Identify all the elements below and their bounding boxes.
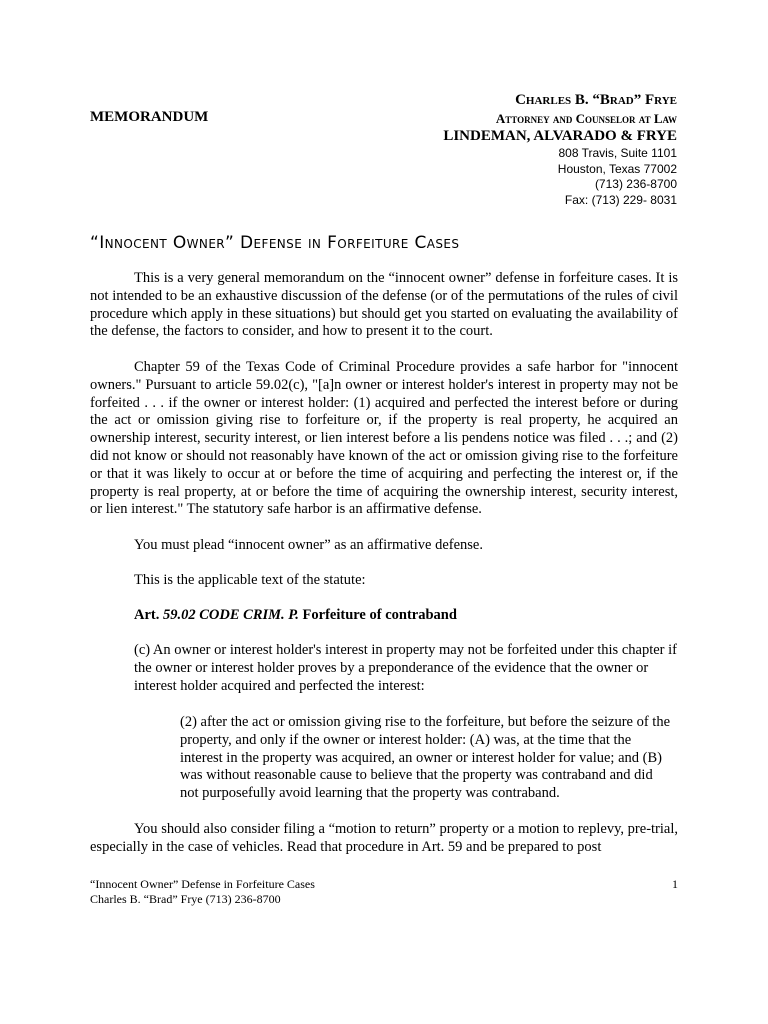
footer-title: “Innocent Owner” Defense in Forfeiture Cases — [90, 877, 315, 891]
author-name: Charles B. “Brad” Frye — [515, 92, 677, 108]
statute-quote-2: (2) after the act or omission giving rise to the forfeiture, but before the seizure of the property, and only if the owner or interest holder: (A) was, at the time that the interest in the property was acquired, an owner or interest holder for value; and (B) was without reasonable cause to believe that the property was contraband and did not purposefully avoid learning that the property was contraband. — [180, 714, 671, 802]
fax-number: Fax: (713) 229- 8031 — [564, 192, 677, 207]
memorandum-label: MEMORANDUM — [90, 109, 209, 125]
address-line-1: 808 Travis, Suite 1101 — [558, 146, 677, 160]
article-suffix: Forfeiture of contraband — [298, 607, 457, 623]
letterhead — [443, 91, 677, 208]
phone-number: (713) 236-8700 — [594, 177, 677, 191]
intro-paragraph: This is a very general memorandum on the “innocent owner” defense in forfeiture cases. It is not intended to be an exhaustive discussion of the defense (or of the permutations of the rules of civil procedure which apply in these situations) but should get you started on evaluating the availability of the defense, the factors to consider, and how to present it to the court. — [90, 270, 678, 340]
author-title: Attorney and Counselor at Law — [495, 111, 677, 126]
statute-intro-paragraph: This is the applicable text of the statute: — [134, 572, 366, 588]
page-number: 1 — [672, 877, 678, 891]
document-title: “Innocent Owner” Defense in Forfeiture Cases — [90, 233, 460, 253]
article-prefix: Art. — [134, 607, 163, 623]
chapter-59-paragraph: Chapter 59 of the Texas Code of Criminal Procedure provides a safe harbor for "innocent owners." Pursuant to article 59.02(c), "[a]n owner or interest holder's interest in property may not be forfeited . . . if the owner or interest holder: (1) acquired and perfected the interest before or during the act or omission giving rise to forfeiture or, if the property is real property, he acquired an ownership interest, security interest, or lien interest before a lis pendens notice was filed . . .; and (2) did not know or should not reasonably have known of the act or omission giving rise to the forfeiture or that it was likely to occur at or before the time of acquiring and perfecting the interest or, if the property is real property, at or before the time of acquiring the ownership interest, security interest, or lien interest." The statutory safe harbor is an affirmative defense. — [90, 359, 678, 518]
firm-name: LINDEMAN, ALVARADO & FRYE — [443, 128, 677, 144]
statute-quote-c: (c) An owner or interest holder's interest in property may not be forfeited under this chapter if the owner or interest holder proves by a preponderance of the evidence that the owner or interest holder acquired and perfected the interest: — [134, 642, 677, 694]
plead-paragraph: You must plead “innocent owner” as an affirmative defense. — [134, 537, 483, 553]
article-heading — [134, 607, 457, 624]
article-code: 59.02 CODE CRIM. P. — [163, 607, 299, 623]
footer-author: Charles B. “Brad” Frye (713) 236-8700 — [90, 892, 281, 906]
motion-paragraph: You should also consider filing a “motion to return” property or a motion to replevy, pre-trial, especially in the case of vehicles. Read that procedure in Art. 59 and be prepared to post — [90, 821, 678, 855]
page-footer — [90, 877, 315, 907]
address-line-2: Houston, Texas 77002 — [557, 161, 677, 176]
